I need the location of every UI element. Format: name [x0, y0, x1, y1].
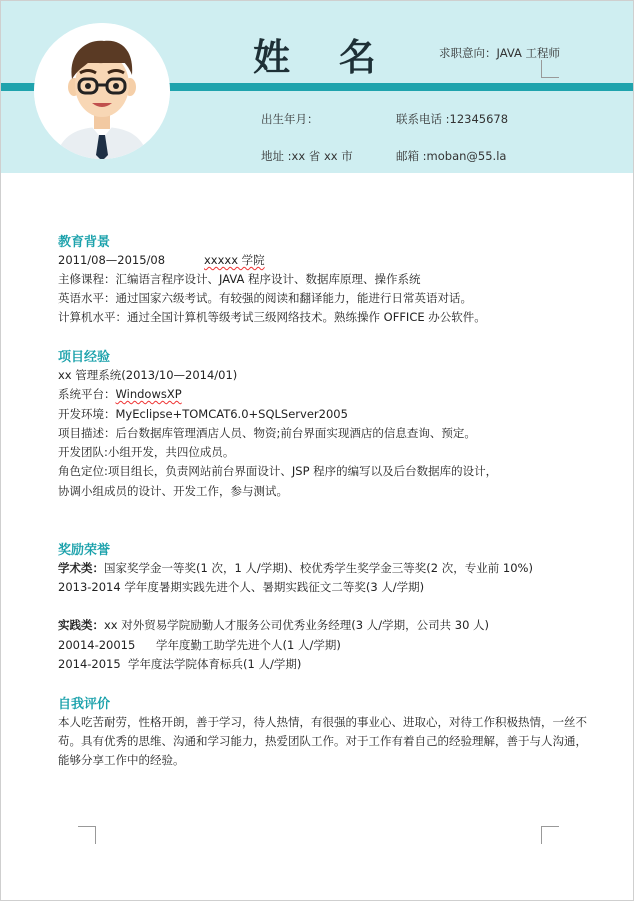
awards-study-label: 学术类：	[58, 561, 104, 575]
avatar-illustration-icon	[34, 23, 170, 159]
awards-study-1-text: 国家奖学金一等奖(1 次，1 人/学期)、校优秀学生奖学金三等奖(2 次，专业前 10%)	[104, 561, 533, 575]
project-platform-label: 系统平台：	[58, 387, 116, 401]
self-line-2: 苟。具有优秀的思维、沟通和学习能力，热爱团队工作。对于工作有着自己的经验理解，善于与人沟通，	[58, 734, 587, 748]
project-platform-value: WindowsXP	[115, 387, 182, 401]
project-role-1: 角色定位:项目组长，负责网站前台界面设计、JSP 程序的编写以及后台数据库的设计，	[58, 464, 498, 478]
corner-mark-bottom-right	[541, 826, 559, 844]
job-intent: 求职意向：JAVA 工程师	[439, 46, 560, 60]
awards-practice-2: 学年度勤工助学先进个人(1 人/学期)	[156, 638, 341, 652]
phone-info: 联系电话 :12345678	[396, 112, 509, 126]
awards-practice-1-text: xx 对外贸易学院励勤人才服务公司优秀业务经理(3 人/学期，公司共 30 人)	[104, 618, 490, 632]
education-date: 2011/08—2015/08	[58, 253, 166, 267]
education-title: 教育背景	[58, 235, 111, 250]
birth-info: 出生年月：	[261, 112, 319, 126]
project-platform	[58, 386, 182, 402]
education-courses: 主修课程：汇编语言程序设计、JAVA 程序设计、数据库原理、操作系统	[58, 272, 421, 286]
awards-practice-label: 实践类：	[58, 618, 104, 632]
education-computer: 计算机水平：通过全国计算机等级考试三级网络技术。熟练操作 OFFICE 办公软件。	[58, 310, 486, 324]
awards-practice-3-year: 2014-2015	[58, 657, 121, 671]
self-line-1: 本人吃苦耐劳，性格开朗，善于学习，待人热情，有很强的事业心、进取心，对待工作积极热情，一丝不	[58, 715, 587, 729]
awards-practice-3: 学年度法学院体育标兵(1 人/学期)	[128, 657, 302, 671]
awards-study-2: 2013-2014 学年度暑期实践先进个人、暑期实践征文二等奖(3 人/学期)	[58, 580, 425, 594]
project-team: 开发团队:小组开发，共四位成员。	[58, 445, 235, 459]
project-role-2: 协调小组成员的设计、开发工作，参与测试。	[58, 484, 288, 498]
email-info: 邮箱 :moban@55.la	[396, 149, 507, 163]
avatar	[34, 23, 170, 159]
awards-study-1	[58, 560, 533, 576]
project-title: 项目经验	[58, 350, 111, 365]
self-title: 自我评价	[58, 697, 111, 712]
project-env: 开发环境：MyEclipse+TOMCAT6.0+SQLServer2005	[58, 407, 348, 421]
awards-practice-1	[58, 617, 489, 633]
corner-mark-bottom-left	[78, 826, 96, 844]
education-school-text: xxxxx 学院	[204, 253, 265, 267]
corner-mark-top-right	[541, 60, 559, 78]
project-desc: 项目描述：后台数据库管理酒店人员、物资;前台界面实现酒店的信息查询、预定。	[58, 426, 476, 440]
education-school	[204, 252, 265, 268]
address-info: 地址 :xx 省 xx 市	[261, 149, 353, 163]
self-line-3: 能够分享工作中的经验。	[58, 753, 185, 767]
awards-title: 奖励荣誉	[58, 543, 111, 558]
project-name: xx 管理系统(2013/10—2014/01)	[58, 368, 238, 382]
education-english: 英语水平：通过国家六级考试。有较强的阅读和翻译能力，能进行日常英语对话。	[58, 291, 472, 305]
name-heading: 姓 名	[253, 36, 394, 79]
awards-practice-2-year: 20014-20015	[58, 638, 136, 652]
